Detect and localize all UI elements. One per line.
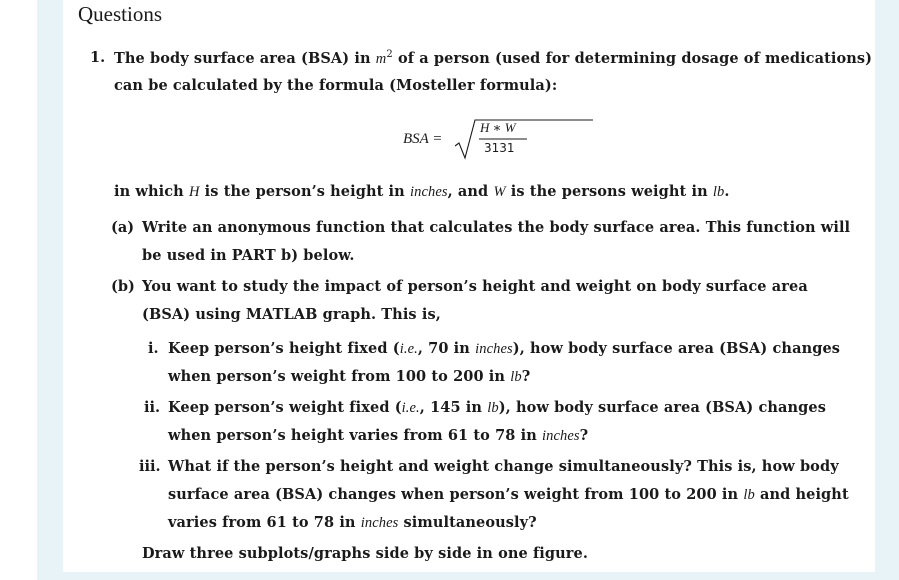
part-b-line-1: You want to study the impact of person’s height and weight on body surface area	[142, 278, 808, 295]
subpart-ii-line-1: Keep person’s weight fixed (i.e., 145 in lb), how body surface area (BSA) changes	[168, 399, 826, 416]
formula-denominator: 3131	[484, 141, 515, 155]
question-number: 1.	[90, 49, 106, 66]
formula-numerator: H ∗ W	[480, 120, 516, 135]
variable-definition: in which H is the person’s height in inches, and W is the persons weight in lb.	[114, 183, 730, 200]
subpart-i-line-2: when person’s weight from 100 to 200 in lb?	[168, 368, 531, 385]
section-heading: Questions	[78, 2, 162, 26]
subpart-iii-line-3: varies from 61 to 78 in inches simultaneously?	[168, 514, 537, 531]
question-text-line-1: The body surface area (BSA) in $m^2$ of a person (used for determining dosage of medications)	[114, 49, 873, 67]
question-text-line-2: can be calculated by the formula (Mosteller formula):	[114, 77, 558, 94]
subpart-ii-label: ii.	[144, 399, 161, 416]
part-b-line-2: (BSA) using MATLAB graph. This is,	[142, 306, 441, 323]
subpart-ii-line-2: when person’s height varies from 61 to 78 in inches?	[168, 427, 589, 444]
subpart-i-line-1: Keep person’s height fixed (i.e., 70 in inches), how body surface area (BSA) changes	[168, 340, 841, 357]
part-a-label: (a)	[111, 219, 135, 236]
question-sheet	[63, 0, 875, 572]
subpart-iii-label: iii.	[139, 458, 161, 475]
closing-instruction: Draw three subplots/graphs side by side in one figure.	[142, 545, 589, 562]
subpart-i-label: i.	[148, 340, 159, 357]
square-root-sign	[455, 118, 595, 162]
formula-lhs: BSA =	[403, 131, 443, 147]
part-a-line-2: be used in PART b) below.	[142, 247, 355, 264]
subpart-iii-line-2: surface area (BSA) changes when person’s weight from 100 to 200 in lb and height	[168, 486, 849, 503]
part-b-label: (b)	[111, 278, 135, 295]
subpart-iii-line-1: What if the person’s height and weight change simultaneously? This is, how body	[168, 458, 839, 475]
part-a-line-1: Write an anonymous function that calculates the body surface area. This function will	[142, 219, 851, 236]
